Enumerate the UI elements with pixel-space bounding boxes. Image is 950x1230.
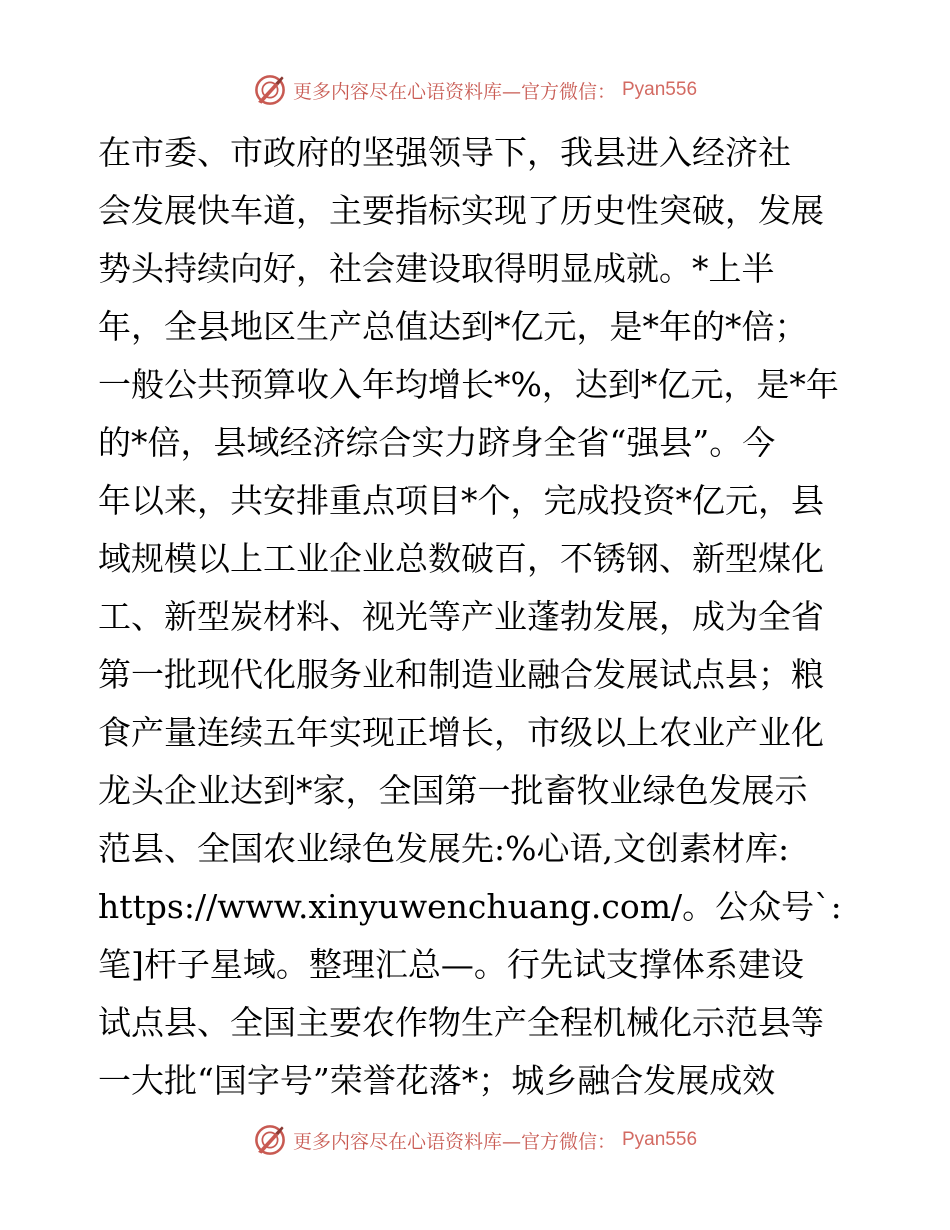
- text-line: 试点县、全国主要农作物生产全程机械化示范县等: [98, 1003, 824, 1042]
- text-line: 年，全县地区生产总值达到*亿元，是*年的*倍；: [98, 307, 808, 346]
- brush-logo-icon: [253, 73, 287, 107]
- watermark-text: 更多内容尽在心语资料库—官方微信：: [292, 1130, 616, 1153]
- footer-watermark: [0, 1120, 950, 1160]
- text-line: 第一批现代化服务业和制造业融合发展试点县；粮: [98, 655, 824, 694]
- text-line: 工、新型炭材料、视光等产业蓬勃发展，成为全省: [98, 597, 824, 636]
- header-watermark: [0, 70, 950, 110]
- text-line: 在市委、市政府的坚强领导下，我县进入经济社: [98, 133, 791, 172]
- text-line: 一般公共预算收入年均增长*%，达到*亿元，是*年: [98, 365, 839, 404]
- text-line: 年以来，共安排重点项目*个，完成投资*亿元，县: [98, 481, 824, 520]
- text-line: 势头持续向好，社会建设取得明显成就。*上半: [98, 249, 775, 288]
- text-line: https://www.xinyuwenchuang.com/。公众号`:: [98, 887, 842, 926]
- watermark-wechat-id: Pyan556: [622, 1129, 698, 1150]
- brush-logo-icon: [253, 1123, 287, 1157]
- text-line: 范县、全国农业绿色发展先:%心语,文创素材库:: [98, 829, 790, 868]
- document-body: [98, 124, 858, 1110]
- text-line: 一大批“国字号”荣誉花落*；城乡融合发展成效: [98, 1061, 776, 1100]
- text-line: 笔]杆子星域。整理汇总—。行先试支撑体系建设: [98, 945, 804, 984]
- text-line: 的*倍，县域经济综合实力跻身全省“强县”。今: [98, 423, 776, 462]
- text-line: 域规模以上工业企业总数破百，不锈钢、新型煤化: [98, 539, 824, 578]
- watermark-wechat-id: Pyan556: [622, 79, 698, 100]
- text-line: 龙头企业达到*家，全国第一批畜牧业绿色发展示: [98, 771, 808, 810]
- watermark-text: 更多内容尽在心语资料库—官方微信：: [292, 80, 616, 103]
- text-line: 会发展快车道，主要指标实现了历史性突破，发展: [98, 191, 824, 230]
- text-line: 食产量连续五年实现正增长，市级以上农业产业化: [98, 713, 824, 752]
